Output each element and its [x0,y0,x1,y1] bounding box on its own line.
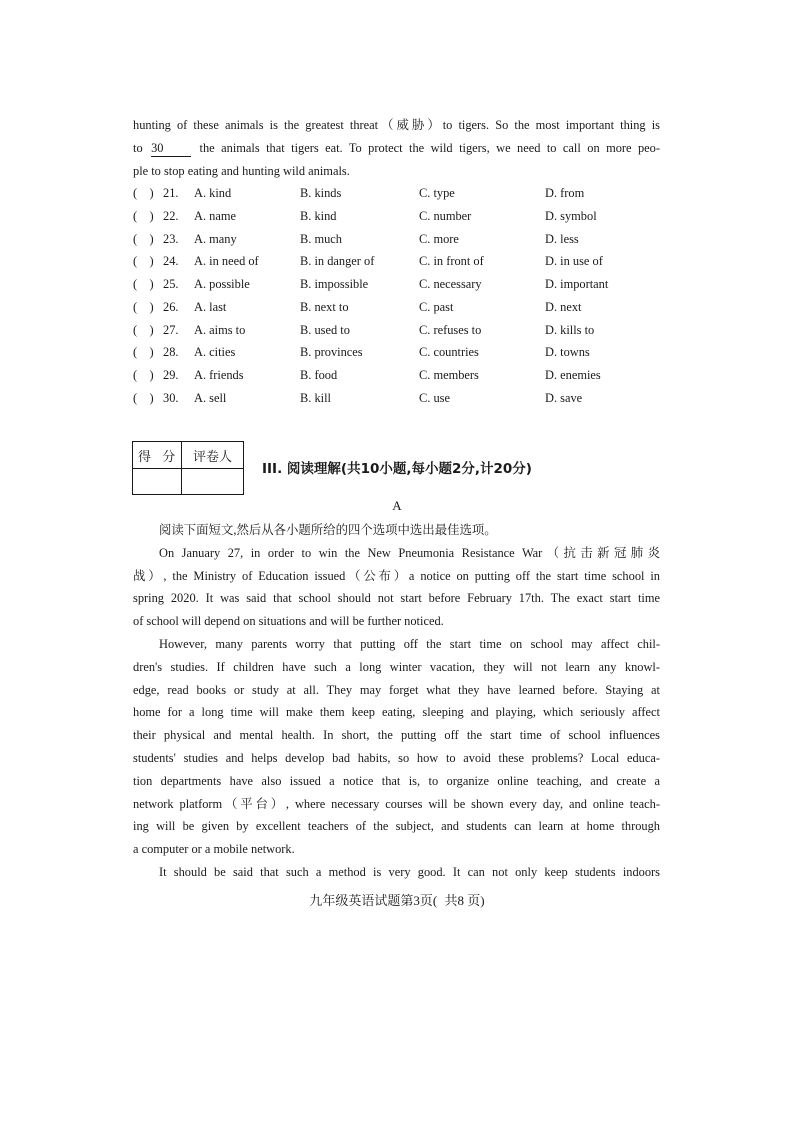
option-d: D. in use of [545,254,603,269]
option-a: A. name [194,209,236,224]
option-c: C. more [419,231,459,246]
passage-line: hunting of these animals is the greatest threat（威胁）to tigers. So the most important thing is [133,118,660,132]
answer-paren: ( ) [133,299,154,314]
passage-line: On January 27, in order to win the New Pneumonia Resistance War（抗击新冠肺炎 [159,545,660,560]
option-c: C. type [419,186,455,201]
option-d: D. less [545,231,579,246]
answer-paren: ( ) [133,390,154,405]
score-box [132,441,244,495]
option-b: B. used to [300,322,350,337]
reading-passage [133,519,660,884]
option-b: B. impossible [300,277,369,292]
question-number: 29. [163,367,179,382]
question-number: 22. [163,209,179,224]
blank-30: 30 [151,141,191,157]
question-list [133,182,660,409]
option-d: D. from [545,186,585,201]
option-a: A. in need of [194,254,259,269]
question-row [133,296,660,319]
passage-line: tion departments have also issued a notice that is, to organize online teaching, and create a [133,773,660,788]
section-title: III. 阅读理解(共10小题,每小题2分,计20分) [262,461,532,477]
option-b: B. much [300,231,342,246]
option-d: D. kills to [545,322,595,337]
option-c: C. necessary [419,277,482,292]
option-b: B. kill [300,390,331,405]
option-a: A. friends [194,367,244,382]
option-b: B. provinces [300,345,363,360]
option-b: B. kind [300,209,337,224]
footer-page: 九年级英语试题第3页( [309,893,438,908]
passage-line: home for a long time will make them keep eating, sleeping and playing, which seriously affect [133,705,660,720]
passage-line: ple to stop eating and hunting wild animals. [133,163,350,178]
passage-line: ing will be given by excellent teachers of the subject, and students can learn at home through [133,819,660,834]
blank-prefix: to [133,140,143,155]
passage-line: network platform（平台）, where necessary courses will be shown every day, and online teach- [133,796,660,811]
option-c: C. past [419,299,454,314]
option-d: D. save [545,390,583,405]
question-number: 23. [163,231,179,246]
footer-total: 共8 页) [444,893,485,908]
passage-line: of school will depend on situations and will be further noticed. [133,614,444,629]
question-number: 28. [163,345,179,360]
option-d: D. enemies [545,367,601,382]
question-number: 30. [163,390,179,405]
question-row [133,319,660,342]
option-b: B. kinds [300,186,342,201]
option-b: B. food [300,367,338,382]
option-c: C. number [419,209,472,224]
answer-paren: ( ) [133,277,154,292]
question-row [133,364,660,387]
instruction: 阅读下面短文,然后从各小题所给的四个选项中选出最佳选项。 [159,523,497,537]
option-d: D. next [545,299,582,314]
option-c: C. refuses to [419,322,482,337]
passage-line: It should be said that such a method is very good. It can not only keep students indoors [159,864,660,879]
passage-body [133,542,660,884]
option-a: A. aims to [194,322,246,337]
question-number: 25. [163,277,179,292]
answer-paren: ( ) [133,209,154,224]
passage-line: 战）, the Ministry of Education issued（公布）a notice on putting off the start time school in [133,568,660,583]
cloze-section [133,114,660,409]
passage-line-rest: the animals that tigers eat. To protect the wild tigers, we need to call on more peo- [199,140,660,155]
score-label: 得 分 [138,449,180,464]
question-number: 27. [163,322,179,337]
question-row [133,228,660,251]
option-c: C. use [419,390,450,405]
option-a: A. kind [194,186,232,201]
page-footer [0,890,794,909]
question-row [133,341,660,364]
option-d: D. towns [545,345,590,360]
passage-line-with-blank [133,137,660,160]
option-c: C. in front of [419,254,484,269]
option-c: C. countries [419,345,479,360]
grader-label: 评卷人 [193,449,233,464]
passage-line: a computer or a mobile network. [133,842,295,857]
option-b: B. next to [300,299,349,314]
answer-paren: ( ) [133,186,154,201]
option-a: A. possible [194,277,250,292]
question-number: 26. [163,299,179,314]
passage-line: spring 2020. It was said that school should not start before February 17th. The exact start time [133,591,660,606]
passage-line: students' studies and helps develop bad habits, so how to avoid these problems? Local educa- [133,750,660,765]
question-row [133,250,660,273]
question-row [133,182,660,205]
passage-label: A [392,498,402,513]
question-row [133,387,660,410]
option-a: A. sell [194,390,227,405]
answer-paren: ( ) [133,367,154,382]
option-a: A. many [194,231,237,246]
passage-line: dren's studies. If children have such a long winter vacation, they will not learn any knowl- [133,659,660,674]
passage-line: their physical and mental health. In short, the putting off the start time of school influences [133,728,660,743]
passage-line: edge, read books or study at all. They may forget what they have learned before. Staying at [133,682,660,697]
option-d: D. symbol [545,209,597,224]
option-c: C. members [419,367,479,382]
answer-paren: ( ) [133,322,154,337]
question-number: 21. [163,186,179,201]
question-row [133,205,660,228]
option-a: A. last [194,299,227,314]
question-row [133,273,660,296]
passage-line: However, many parents worry that putting off the start time on school may affect chil- [159,636,660,651]
answer-paren: ( ) [133,254,154,269]
option-d: D. important [545,277,609,292]
answer-paren: ( ) [133,231,154,246]
question-number: 24. [163,254,179,269]
option-a: A. cities [194,345,236,360]
option-b: B. in danger of [300,254,375,269]
answer-paren: ( ) [133,345,154,360]
score-box-divider [133,468,243,469]
score-box-divider [181,442,182,494]
